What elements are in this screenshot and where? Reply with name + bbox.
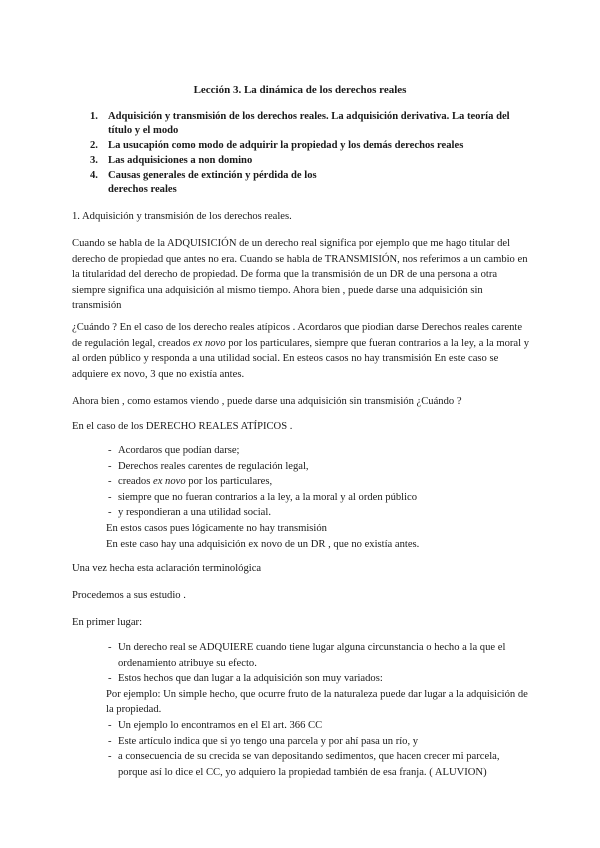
list-item-text: a consecuencia de su crecida se van depositando sedimentos, que hacen crecer mi parcela, porque así lo dice el CC, yo adquiero la propiedad también de esa franja. ( ALUVION) <box>118 751 500 778</box>
outline-number: 1. <box>90 111 98 122</box>
paragraph-ahora-bien: Ahora bien , como estamos viendo , puede darse una adquisición sin transmisión ¿Cuándo ? <box>72 396 462 407</box>
paragraph-aclaracion: Una vez hecha esta aclaración terminológica <box>72 563 262 574</box>
list-item-text: Por ejemplo: Un simple hecho, que ocurre fruto de la naturaleza puede dar lugar a la adquisición de la propiedad. <box>106 688 528 716</box>
list-item-text: Estos hechos que dan lugar a la adquisición son muy variados: <box>118 673 383 685</box>
lesson-outline <box>88 110 528 198</box>
outline-text: Adquisición y transmisión de los derechos reales. La adquisición derivativa. La teoría del título y el modo <box>108 111 510 136</box>
list-item <box>106 505 526 521</box>
paragraph-text: ¿Cuándo ? En el caso de los derecho reales atípicos . Acordaros que piodian darse Derechos reales carente de regulación legal, creados <box>72 322 523 349</box>
list-item-text: Este artículo indica que si yo tengo una parcela y por ahí pasa un río, y <box>118 735 419 747</box>
list-item-text: Derechos reales carentes de regulación legal, <box>118 460 309 472</box>
outline-number: 2. <box>90 140 98 151</box>
list-item-text: Un derecho real se ADQUIERE cuando tiene lugar alguna circunstancia o hecho a la que el ordenamiento atribuye su efecto. <box>118 642 506 669</box>
list-item <box>106 443 526 459</box>
outline-item <box>88 139 528 153</box>
list-note: En estos casos pues lógicamente no hay transmisión <box>106 522 327 534</box>
dash-bullet: - <box>108 460 112 472</box>
paragraph-text: por los particulares, siempre que fueran contrarios a la ley, a la moral y al orden público y responda a una utilidad social. En esteos casos no hay transmisión En este caso se adquiere ex novo, 3 que no existía antes. <box>72 337 530 380</box>
list-note: En este caso hay una adquisición ex novo de un DR , que no existía antes. <box>106 538 420 550</box>
dash-bullet: - <box>108 735 112 747</box>
outline-item <box>88 154 528 168</box>
outline-text: Causas generales de extinción y pérdida de los derechos reales <box>108 170 317 195</box>
outline-number: 3. <box>90 155 98 166</box>
list-item <box>106 687 531 718</box>
paragraph-estudio: Procedemos a sus estudio . <box>72 590 186 601</box>
section-heading: 1. Adquisición y transmisión de los derechos reales. <box>72 211 292 222</box>
list-item <box>106 459 526 475</box>
adquisicion-list <box>106 640 531 780</box>
list-item <box>106 749 531 780</box>
lesson-title: Lección 3. La dinámica de los derechos reales <box>193 84 407 96</box>
dash-bullet: - <box>108 476 112 488</box>
list-item-text: creados <box>118 476 153 488</box>
dash-bullet: - <box>108 445 112 456</box>
list-item <box>106 671 531 687</box>
paragraph-primer-lugar: En primer lugar: <box>72 617 143 628</box>
list-item-text: Un ejemplo lo encontramos en el El art. 366 CC <box>118 719 323 731</box>
list-item-emphasis: ex novo <box>153 476 186 488</box>
list-item <box>106 640 531 671</box>
list-item <box>106 474 526 490</box>
list-item <box>106 718 531 734</box>
dash-bullet: - <box>108 642 112 653</box>
list-item <box>106 490 526 506</box>
dash-bullet: - <box>108 507 112 519</box>
dash-bullet: - <box>108 751 112 763</box>
list-item-text: siempre que no fueran contrarios a la ley, a la moral y al orden público <box>118 491 418 503</box>
outline-text: Las adquisiciones a non domino <box>108 155 253 166</box>
list-item-text: Acordaros que podían darse; <box>118 445 240 456</box>
paragraph-atipicos: En el caso de los DERECHO REALES ATÍPICOS . <box>72 421 293 432</box>
atipicos-list <box>106 443 526 552</box>
outline-item <box>88 169 528 197</box>
list-item-text: y respondieran a una utilidad social. <box>118 507 271 519</box>
outline-number: 4. <box>90 170 98 181</box>
outline-text: La usucapión como modo de adquirir la propiedad y los demás derechos reales <box>108 140 464 151</box>
dash-bullet: - <box>108 719 112 731</box>
dash-bullet: - <box>108 673 112 685</box>
list-item-text: por los particulares, <box>185 476 273 488</box>
paragraph-cuando <box>72 320 532 382</box>
outline-item <box>88 110 528 138</box>
list-item <box>106 734 531 750</box>
paragraph-adquisicion: Cuando se habla de la ADQUISICIÓN de un derecho real significa por ejemplo que me hago titular del derecho de propiedad que antes no era. Cuando se habla de TRANSMISIÓN, nos referimos a un cambio en la titularidad del derecho de propiedad. De forma que la transmisión de un DR de una persona a otra siempre significa una adquisición al mismo tiempo. Ahora bien , puede darse una adquisición sin transmisión <box>72 238 528 311</box>
paragraph-emphasis: ex novo <box>192 337 226 349</box>
dash-bullet: - <box>108 491 112 503</box>
